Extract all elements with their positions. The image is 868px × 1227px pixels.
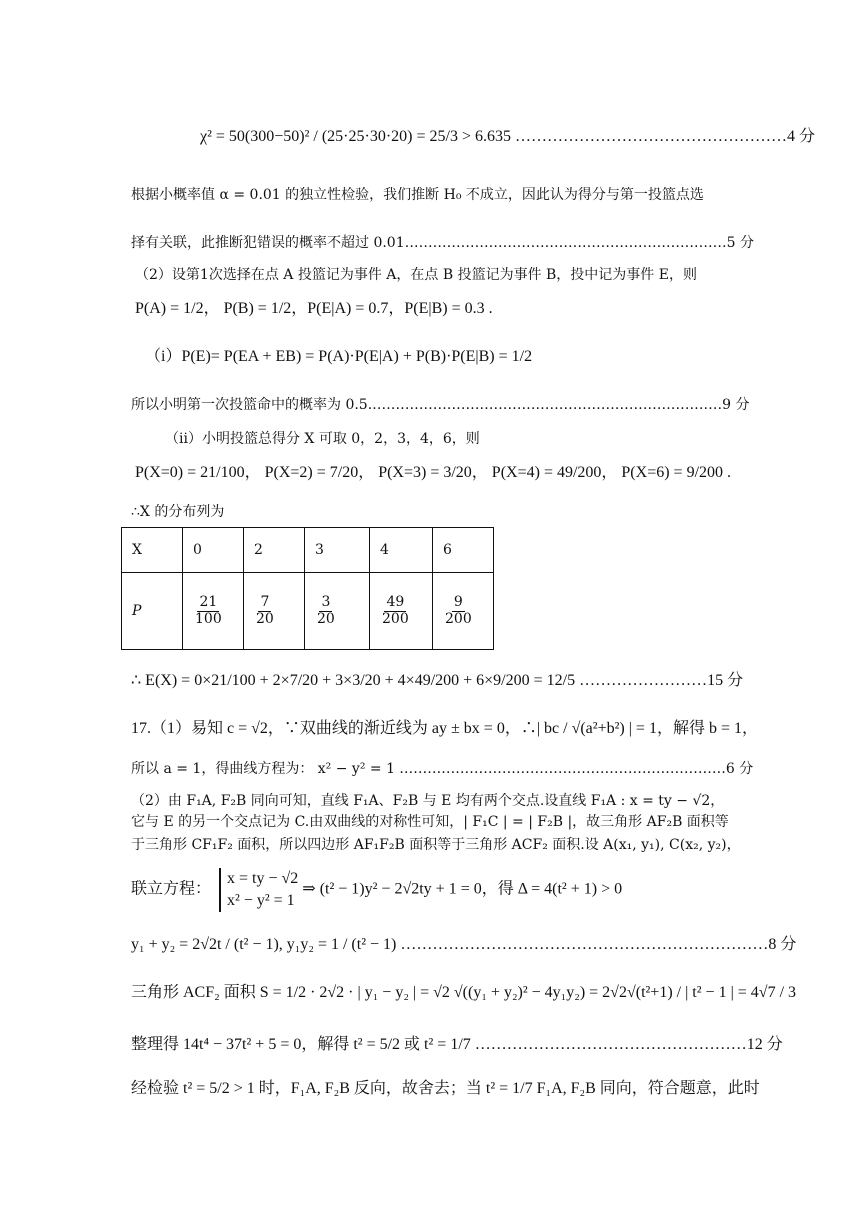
text-line: （2）由 F₁A, F₂B 同向可知，直线 F₁A、F₂B 与 E 均有两个交点.设直线 F₁A : x = ty − √2， [131,793,725,809]
text-line: 它与 E 的另一个交点记为 C.由双曲线的对称性可知，| F₁C | = | F₂B |，故三角形 AF₂B 面积等 [131,814,729,830]
area-line: 三角形 ACF₂ 面积 S = 1/2 · 2√2 · | y₁ − y₂ | = √2 √((y₁ + y₂)² − 4y₁y₂) = 2√2√(t²+1) / | t² − 1 | = 4√7 / 3 [131,984,797,1001]
table-cell: $\frac{21}{100}$ [183,573,244,650]
table-cell: $\frac{9}{200}$ [433,573,494,650]
table-cell: $\frac{7}{20}$ [244,573,305,650]
table-row [122,528,494,573]
table-cell: P [122,573,183,650]
table-cell: $\frac{49}{200}$ [370,573,433,650]
text-line: 择有关联，此推断犯错误的概率不超过 0.01……………………………………………………………5 分 [131,235,754,251]
equation-system: x = ty − √2 x² − y² = 1 [219,868,298,912]
text-line: （ii）小明投篮总得分 X 可取 0，2，3，4，6，则 [165,431,480,447]
expectation-line: ∴ E(X) = 0×21/100 + 2×7/20 + 3×3/20 + 4×49/200 + 6×9/200 = 12/5 ……………………15 分 [131,672,744,689]
math-line: y₁ + y₂ = 2√2t / (t² − 1), y₁y₂ = 1 / (t² − 1) ……………………………………………………………8 分 [131,936,797,953]
table-cell: 6 [433,528,494,573]
system-result: ⇒ (t² − 1)y² − 2√2ty + 1 = 0，得 Δ = 4(t² + 1) > 0 [302,880,623,898]
math-line: P(X=0) = 21/100， P(X=2) = 7/20， P(X=3) = 3/20， P(X=4) = 49/200， P(X=6) = 9/200 . [135,464,732,481]
system-label: 联立方程： [131,880,212,898]
system-line [131,868,622,912]
math-line: 整理得 14t⁴ − 37t² + 5 = 0，解得 t² = 5/2 或 t² = 1/7 ……………………………………………12 分 [131,1036,783,1053]
table-cell: 4 [370,528,433,573]
table-cell: 3 [305,528,370,573]
math-line: （i）P(E)= P(EA + EB) = P(A)·P(E|A) + P(B)·P(E|B) = 1/2 [145,348,533,365]
text-line: 所以 a = 1，得曲线方程为： x² − y² = 1 .……………………………………………………………6 分 [131,761,754,777]
math-line: 经检验 t² = 5/2 > 1 时，F₁A, F₂B 反向，故舍去；当 t² = 1/7 F₁A, F₂B 同向，符合题意，此时 [131,1080,760,1097]
table-cell: $\frac{3}{20}$ [305,573,370,650]
table-cell: X [122,528,183,573]
text-line: ∴X 的分布列为 [131,504,225,520]
table-cell: 0 [183,528,244,573]
text-line: 根据小概率值 α = 0.01 的独立性检验，我们推断 H₀ 不成立，因此认为得分与第一投篮点选 [131,187,704,203]
text-line: （2）设第1次选择在点 A 投篮记为事件 A，在点 B 投篮记为事件 B，投中记为事件 E，则 [135,267,697,283]
chi-square-line: χ² = 50(300−50)² / (25·25·30·20) = 25/3 > 6.635 ……………………………………………4 分 [200,128,815,145]
distribution-table [121,527,494,650]
text-line: 于三角形 CF₁F₂ 面积，所以四边形 AF₁F₂B 面积等于三角形 ACF₂ 面积.设 A(x₁, y₁), C(x₂, y₂)， [131,837,741,853]
table-cell: 2 [244,528,305,573]
text-line: 17.（1）易知 c = √2，∵双曲线的渐近线为 ay ± bx = 0，∴| bc / √(a²+b²) | = 1，解得 b = 1， [131,720,758,737]
math-line: P(A) = 1/2， P(B) = 1/2，P(E|A) = 0.7，P(E|B) = 0.3 . [135,300,493,317]
table-row [122,573,494,650]
text-line: 所以小明第一次投篮命中的概率为 0.5.…………………………………………………………………9 分 [131,397,750,413]
